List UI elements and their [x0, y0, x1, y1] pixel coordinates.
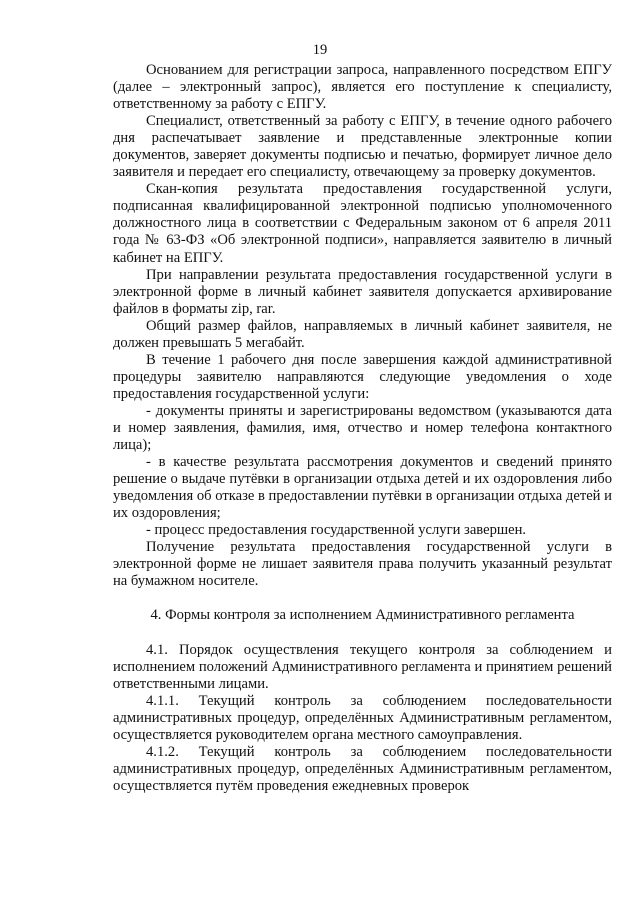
paragraph-specialist-duties: Специалист, ответственный за работу с ЕПГУ, в течение одного рабочего дня распечатывает заявление и представленные электронные копии документов, заверяет документы подписью и печатью, формирует личное дело заявителя и передает его специалисту, отвечающему за проверку документов.	[113, 113, 612, 181]
page-number: 19	[312, 42, 328, 58]
list-item-process-complete: - процесс предоставления государственной услуги завершен.	[146, 522, 527, 539]
document-body	[113, 62, 612, 795]
paragraph-registration-basis: Основанием для регистрации запроса, направленного посредством ЕПГУ (далее – электронный запрос), является его поступление к специалисту, ответственному за работу с ЕПГУ.	[113, 62, 612, 113]
paragraph-4-1-2: 4.1.2. Текущий контроль за соблюдением последовательности административных процедур, определённых Административным регламентом, осуществляется путём проведения ежедневных проверок	[113, 743, 612, 794]
paragraph-4-1: 4.1. Порядок осуществления текущего контроля за соблюдением и исполнением положений Административного регламента и принятием решений ответственными лицами.	[113, 641, 612, 692]
section-heading: 4. Формы контроля за исполнением Административного регламента	[150, 607, 575, 624]
paragraph-paper-result: Получение результата предоставления государственной услуги в электронной форме не лишает заявителя права получить указанный результат на бумажном носителе.	[113, 539, 612, 590]
paragraph-notifications: В течение 1 рабочего дня после завершения каждой административной процедуры заявителю направляются следующие уведомления о ходе предоставления государственной услуги:	[113, 351, 612, 402]
paragraph-archiving: При направлении результата предоставления государственной услуги в электронной форме в личный кабинет заявителя допускается архивирование файлов в форматы zip, rar.	[113, 266, 612, 317]
list-item-decision: - в качестве результата рассмотрения документов и сведений принято решение о выдаче путёвки в организации отдыха детей и их оздоровления либо уведомления об отказе в предоставлении путёвки в организации отдыха детей и их оздоровления;	[113, 454, 612, 522]
list-item-documents-accepted: - документы приняты и зарегистрированы ведомством (указываются дата и номер заявления, фамилия, имя, отчество и номер телефона контактного лица);	[113, 402, 612, 454]
paragraph-file-size: Общий размер файлов, направляемых в личный кабинет заявителя, не должен превышать 5 мегабайт.	[113, 317, 612, 351]
paragraph-scan-copy: Скан-копия результата предоставления государственной услуги, подписанная квалифицированной электронной подписью уполномоченного должностного лица в соответствии с Федеральным законом от 6 апреля 2011 года № 63-ФЗ «Об электронной подписи», направляется заявителю в личный кабинет на ЕПГУ.	[113, 181, 612, 266]
paragraph-4-1-1: 4.1.1. Текущий контроль за соблюдением последовательности административных процедур, определённых Административным регламентом, осуществляется руководителем органа местного самоуправления.	[113, 692, 612, 743]
